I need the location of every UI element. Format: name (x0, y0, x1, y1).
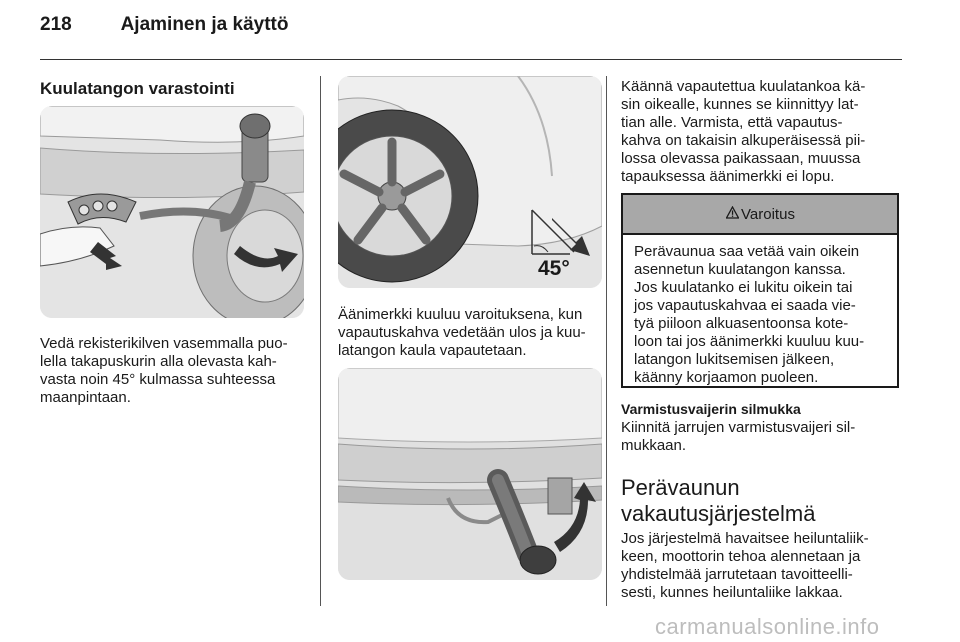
text-line: vapautuskahva vedetään ulos ja kuu- (338, 324, 586, 341)
text-line: sesti, kunnes heiluntaliike lakkaa. (621, 584, 843, 601)
text-line: tyä piiloon alkuasentoonsa kote- (634, 315, 849, 332)
middle-paragraph (338, 306, 603, 360)
chapter-title: Ajaminen ja käyttö (120, 14, 289, 35)
header-rule (40, 59, 902, 60)
left-paragraph (40, 335, 310, 407)
text-line: jos vapautuskahvaa ei saada vie- (634, 297, 856, 314)
text-line: tian alle. Varmista, että vapautus- (621, 114, 843, 131)
angle-label: 45° (538, 257, 570, 280)
text-line: kahva on takaisin alkuperäisessä pii- (621, 132, 866, 149)
watermark: carmanualsonline.info (655, 614, 880, 639)
text-line: käänny korjaamon puoleen. (634, 369, 819, 386)
warning-title: Varoitus (741, 205, 795, 223)
page-header (40, 14, 288, 36)
text-line: latangon kaula vapautetaan. (338, 342, 527, 359)
text-line: mukkaan. (621, 437, 687, 454)
text-line: Perävaunua saa vetää vain oikein (634, 243, 860, 260)
text-line: lella takapuskurin alla olevasta kah- (40, 353, 277, 370)
right-paragraph-1 (621, 78, 901, 186)
page-number: 218 (40, 14, 72, 35)
section-heading (621, 475, 815, 527)
text-line: Käännä vapautettua kuulatankoa kä- (621, 78, 866, 95)
text-line: Kiinnitä jarrujen varmistusvaijeri sil- (621, 419, 856, 436)
text-line: tapauksessa äänimerkki ei lopu. (621, 168, 835, 185)
text-line: yhdistelmää jarrutetaan tavoitteelli- (621, 566, 853, 583)
text-line: lossa olevassa paikassaan, muussa (621, 150, 861, 167)
warning-box (621, 193, 899, 388)
text-line: maanpintaan. (40, 389, 131, 406)
right-paragraph-3 (621, 530, 906, 602)
text-line: keen, moottorin tehoa alennetaan ja (621, 548, 861, 565)
text-line: sin oikealle, kunnes se kiinnittyy lat- (621, 96, 859, 113)
right-paragraph-2 (621, 419, 901, 455)
warning-body (623, 235, 897, 387)
text-line: Vedä rekisterikilven vasemmalla puo- (40, 335, 288, 352)
text-line: loon tai jos äänimerkki kuuluu kuu- (634, 333, 865, 350)
text-line: latangon lukitsemisen jälkeen, (634, 351, 835, 368)
angle-illustration (338, 76, 602, 288)
heading-line: vakautusjärjestelmä (621, 501, 816, 526)
text-line: Jos järjestelmä havaitsee heiluntaliik- (621, 530, 869, 547)
column-divider (320, 76, 321, 606)
text-line: Äänimerkki kuuluu varoituksena, kun (338, 306, 583, 323)
text-line: Jos kuulatanko ei lukitu oikein tai (634, 279, 853, 296)
text-line: asennetun kuulatangon kanssa. (634, 261, 846, 278)
warning-header (623, 195, 897, 235)
column-divider (606, 76, 607, 606)
release-handle-illustration (40, 106, 304, 318)
section-title: Kuulatangon varastointi (40, 79, 235, 98)
subheading: Varmistusvaijerin silmukka (621, 401, 801, 417)
ball-bar-rotation-illustration (338, 368, 602, 580)
heading-line: Perävaunun (621, 475, 740, 500)
text-line: vasta noin 45° kulmassa suhteessa (40, 371, 276, 388)
warning-icon (725, 206, 739, 223)
